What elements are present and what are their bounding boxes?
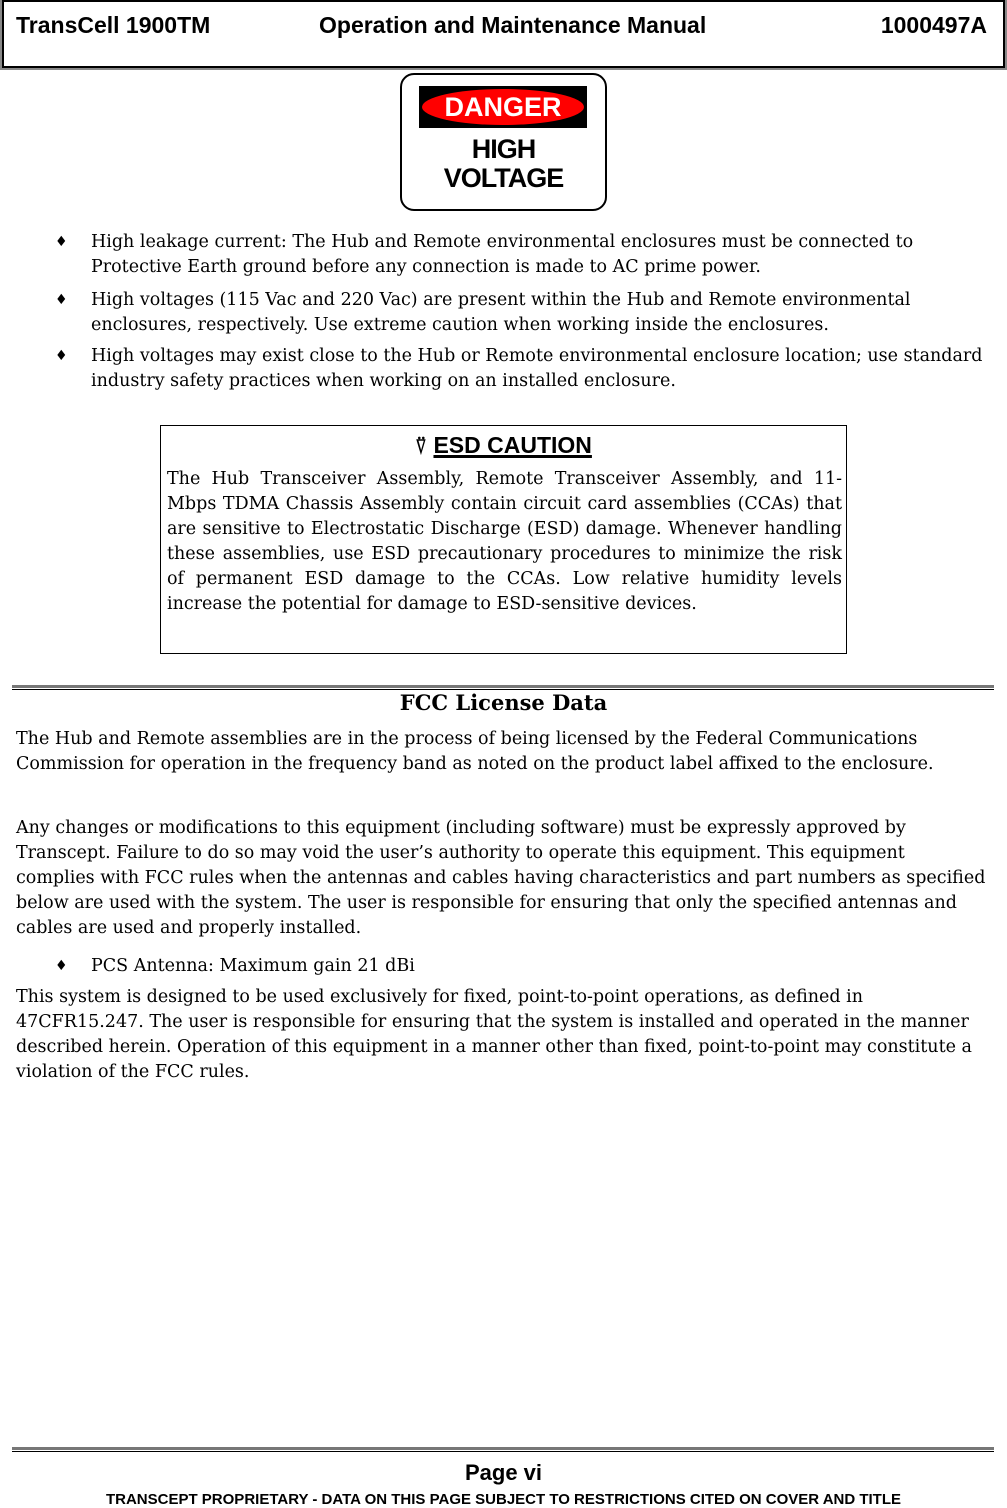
diamond-bullet-icon: ♦ (55, 234, 68, 250)
page-header (2, 0, 1005, 68)
manual-title: Operation and Maintenance Manual (319, 12, 707, 38)
antenna-item: ♦ PCS Antenna: Maximum gain 21 dBi (55, 954, 985, 979)
proprietary-notice: TRANSCEPT PROPRIETARY - DATA ON THIS PAGE SUBJECT TO RESTRICTIONS CITED ON COVER AND TITLE (105, 1491, 902, 1508)
doc-number: 1000497A (880, 12, 987, 38)
footer-divider (12, 1447, 994, 1452)
fcc-heading: FCC License Data (399, 690, 608, 715)
esd-body: The Hub Transceiver Assembly, Remote Transceiver Assembly, and 11-Mbps TDMA Chassis Assembly contain circuit card assemblies (CCAs) that are sensitive to Electrostatic Discharge (ESD) damage. Whenever handling these assemblies, use ESD precautionary procedures to minimize the risk of permanent ESD damage to the CCAs. Low relative humidity levels increase the potential for damage to ESD-sensitive devices. (167, 469, 842, 614)
danger-high-voltage-sign (400, 73, 607, 211)
warning-item: ♦ High leakage current: The Hub and Remote environmental enclosures must be connected to Protective Earth ground before any connection is made to AC prime power. (55, 232, 914, 277)
fcc-paragraph-3: This system is designed to be used exclusively for fixed, point-to-point operations, as defined in 47CFR15.247. The user is responsible for ensuring that the system is installed and operated in the manner described herein. Operation of this equipment in a manner other than fixed, point-to-point may constitute a violation of the FCC rules. (16, 987, 972, 1082)
diamond-bullet-icon: ♦ (55, 292, 68, 308)
fcc-paragraph-1: The Hub and Remote assemblies are in the process of being licensed by the Federal Communications Commission for operation in the frequency band as noted on the product label affixed to the enclosure. (16, 729, 934, 774)
esd-caution-box (160, 425, 847, 654)
fcc-paragraph-2: Any changes or modifications to this equipment (including software) must be expressly approved by Transcept. Failure to do so may void the user’s authority to operate this equipment. This equipment complies with FCC rules when the antennas and cables having characteristics and part numbers as specified below are used with the system. The user is responsible for ensuring that only the specified antennas and cables are used and properly installed. (16, 818, 986, 938)
danger-label: DANGER (422, 89, 584, 125)
warning-item: ♦ High voltages may exist close to the Hub or Remote environmental enclosure location; use standard industry safety practices when working on an installed enclosure. (55, 346, 983, 391)
product-name: TransCell 1900TM (16, 12, 211, 38)
sign-line-1: HIGH (471, 134, 536, 164)
warning-item: ♦ High voltages (115 Vac and 220 Vac) are present within the Hub and Remote environmental enclosures, respectively. Use extreme caution when working inside the enclosures. (55, 290, 911, 335)
page-number: Page vi (464, 1460, 543, 1485)
sign-line-2: VOLTAGE (443, 163, 564, 193)
diamond-bullet-icon: ♦ (55, 348, 68, 364)
diamond-bullet-icon: ♦ (55, 958, 68, 974)
esd-hand-icon: ⍢ (415, 436, 428, 458)
esd-title: ESD CAUTION (433, 432, 592, 458)
